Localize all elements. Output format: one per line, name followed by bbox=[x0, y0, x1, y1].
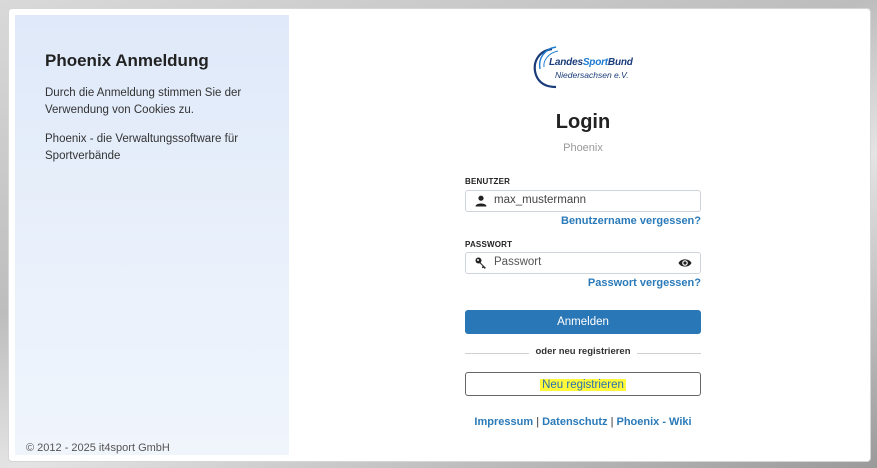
info-panel-title: Phoenix Anmeldung bbox=[45, 51, 209, 70]
login-button[interactable]: Anmelden bbox=[465, 310, 701, 334]
lsb-logo bbox=[528, 45, 648, 89]
eye-icon[interactable] bbox=[678, 257, 692, 269]
key-icon bbox=[475, 257, 487, 269]
username-value: max_mustermann bbox=[494, 194, 587, 206]
info-panel bbox=[15, 15, 289, 455]
divider-line-right bbox=[637, 353, 701, 354]
username-label: BENUTZER bbox=[465, 177, 511, 186]
divider-text: oder neu registrieren bbox=[535, 346, 631, 357]
app-description: Phoenix - die Verwaltungssoftware für Sportverbände bbox=[45, 133, 239, 162]
impressum-link[interactable]: Impressum bbox=[474, 416, 534, 428]
login-subtitle: Phoenix bbox=[563, 142, 603, 154]
logo-text-line1: LandesSportBund bbox=[549, 57, 633, 68]
login-card bbox=[8, 8, 871, 462]
logo-text-line2: Niedersachsen e.V. bbox=[555, 70, 629, 80]
password-placeholder: Passwort bbox=[494, 256, 542, 268]
forgot-password-link[interactable]: Passwort vergessen? bbox=[587, 277, 701, 289]
wiki-link[interactable]: Phoenix - Wiki bbox=[616, 416, 692, 428]
password-label: PASSWORT bbox=[465, 240, 513, 249]
footer-separator: | bbox=[536, 416, 540, 428]
cookie-notice: Durch die Anmeldung stimmen Sie der Verwendung von Cookies zu. bbox=[45, 87, 242, 116]
register-divider bbox=[465, 346, 701, 360]
password-field[interactable] bbox=[465, 252, 701, 274]
register-button-label: Neu registrieren bbox=[542, 379, 624, 391]
copyright: © 2012 - 2025 it4sport GmbH bbox=[26, 442, 170, 454]
username-field[interactable] bbox=[465, 190, 701, 212]
register-button[interactable] bbox=[465, 372, 701, 396]
datenschutz-link[interactable]: Datenschutz bbox=[542, 416, 608, 428]
forgot-username-link[interactable]: Benutzername vergessen? bbox=[561, 215, 701, 227]
user-icon bbox=[475, 195, 487, 207]
footer-links bbox=[465, 416, 701, 428]
login-title: Login bbox=[555, 111, 611, 133]
footer-separator: | bbox=[610, 416, 614, 428]
